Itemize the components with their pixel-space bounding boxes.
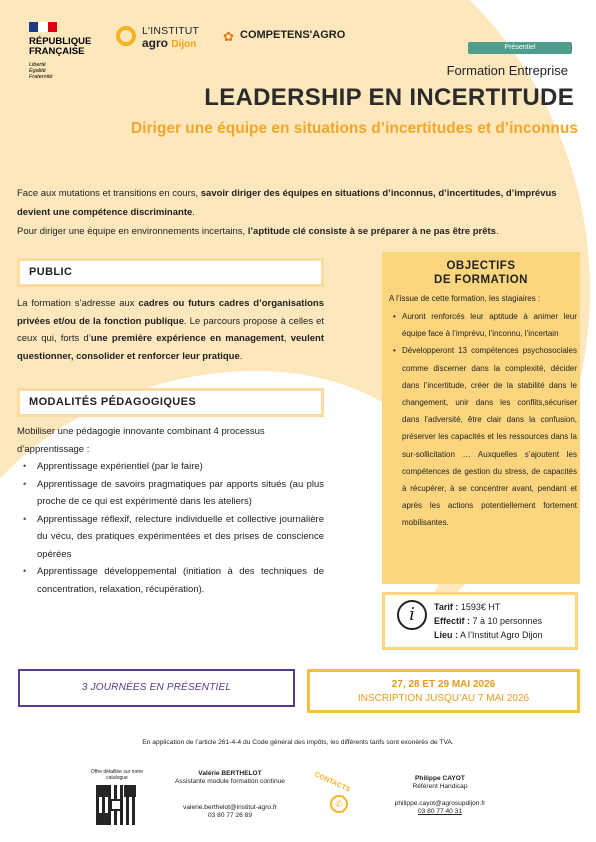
public-heading: PUBLIC	[17, 258, 324, 287]
contact-cayot-details	[380, 800, 500, 816]
institut-agro-logo-icon	[116, 26, 136, 46]
intro-text: Face aux mutations et transitions en cours, savoir diriger des équipes en situations d’inconnus, d’incertitudes, d’imprévus devient une compétence discriminante. Pour diriger une équipe en environnements incertains, l’aptitude clé consiste à se préparer à ne pas être prêts.	[17, 188, 557, 237]
contact-cayot: Philippe CAYOT Référent Handicap	[412, 775, 468, 790]
modalites-intro: Mobiliser une pédagogie innovante combinant 4 processus d’apprentissage :	[17, 426, 265, 455]
formation-type: Formation Entreprise	[446, 63, 568, 78]
institut-agro-logo-line1: L'INSTITUT	[142, 25, 200, 37]
presentiel-badge: Présentiel	[468, 42, 572, 54]
info-details: Tarif : 1593€ HT Effectif : 7 à 10 personnes Lieu : A l’Institut Agro Dijon	[434, 602, 543, 640]
objectives-intro: A l’issue de cette formation, les stagiaires :	[389, 294, 541, 303]
qr-code[interactable]	[96, 785, 136, 825]
phone-number[interactable]: 03 80 77 40 31	[418, 808, 462, 815]
modalites-heading: MODALITÉS PÉDAGOGIQUES	[17, 388, 324, 417]
competens-agro-logo-icon: ✿	[223, 29, 234, 44]
duration-box: 3 JOURNÉES EN PRÉSENTIEL	[18, 669, 295, 707]
legal-note: En application de l’article 261-4-4 du Code général des impôts, les différents tarifs sont exonérés de TVA.	[142, 739, 454, 746]
list-item: • Apprentissage réflexif, relecture individuelle et collective journalière du vécu, des pratiques expérimentées et des prises de conscience opérées	[37, 511, 324, 564]
info-icon: i	[397, 600, 427, 630]
contacts-label: CONTACTS	[313, 771, 352, 794]
page-subtitle: Diriger une équipe en situations d’incertitudes et d’inconnus	[131, 120, 578, 137]
objectives-list	[389, 308, 577, 532]
contact-berthelot-details	[170, 804, 290, 820]
list-item: • Auront renforcés leur aptitude à animer leur équipe face à l’imprévu, l’inconnu, l’incertain	[402, 308, 577, 342]
republique-francaise-logo: RÉPUBLIQUE FRANÇAISE	[29, 36, 92, 57]
institut-agro-logo-line2: agro Dijon	[142, 36, 197, 50]
contact-berthelot: Valérie BERTHELOT Assistante module formation continue	[175, 770, 285, 785]
phone-number: 03 80 77 26 89	[208, 812, 252, 819]
page-title: LEADERSHIP EN INCERTITUDE	[204, 84, 574, 111]
list-item: • Développeront 13 compétences psychosociales comme discerner dans la complexité, décider dans l’incertitude, créer de la stabilité dans le changement, unir dans les conflits,sécuriser dans l’adversité, être clair dans la confusion, préserver les capacités et les ressources dans la sur-sollicitation … Auxquelles s’ajoutent les compétences de gestion du stress, de capacités à récupérer, à se concentrer avant, pendant et après les actions potentiellement fortement mobilisantes.	[402, 342, 577, 531]
email-link[interactable]: philippe.cayot@agrosupdijon.fr	[394, 800, 486, 807]
list-item: • Apprentissage expérientiel (par le faire)	[37, 458, 324, 476]
competens-agro-logo: COMPETENS'AGRO	[240, 29, 346, 41]
list-item: • Apprentissage développemental (initiation à des techniques de concentration, relaxation, récupération).	[37, 563, 324, 598]
email-link[interactable]: valerie.berthelot@institut-agro.fr	[183, 804, 277, 811]
republic-motto: Liberté Égalité Fraternité	[29, 62, 53, 80]
dates-box: 27, 28 ET 29 MAI 2026 INSCRIPTION JUSQU’AU 7 MAI 2026	[307, 669, 580, 713]
public-text: La formation s’adresse aux cadres ou futurs cadres d’organisations privées et/ou de la fonction publique. Le parcours propose à celles et ceux qui, forts d’une première expérience en management, veulent questionner, consolider et renforcer leur pratique.	[17, 298, 324, 362]
phone-icon: ✆	[330, 795, 348, 813]
modalites-text	[17, 423, 324, 598]
list-item: • Apprentissage de savoirs pragmatiques par apports situés (au plus proche de ce qui est expérimenté dans les ateliers)	[37, 476, 324, 511]
objectives-heading: OBJECTIFS DE FORMATION	[434, 260, 528, 286]
french-flag-icon	[29, 22, 57, 32]
qr-caption: Offre détaillée sur notre catalogue	[90, 769, 144, 781]
